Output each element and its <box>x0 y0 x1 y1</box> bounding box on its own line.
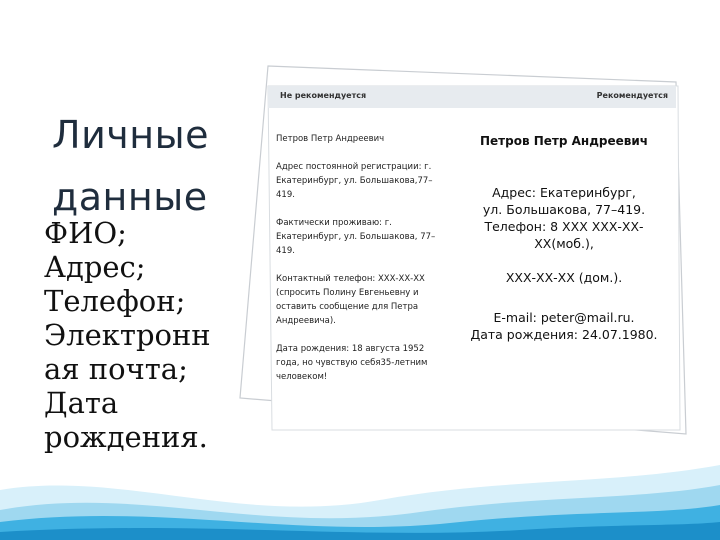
list-item: ая почта; <box>44 352 188 386</box>
bad-actual-address: Фактически проживаю: г. Екатеринбург, ул. Большакова, 77–419. <box>276 218 436 256</box>
resume-comparison-card <box>228 62 698 442</box>
address-line-1: Адрес: Екатеринбург, <box>492 185 636 200</box>
address-line-2: ул. Большакова, 77–419. <box>482 202 646 217</box>
phone-line-1: Телефон: 8 ХХХ ХХХ-ХХ- <box>484 219 644 234</box>
bad-registration-address: Адрес постоянной регистрации: г. Екатеринбург, ул. Большакова,77–419. <box>276 162 433 200</box>
list-item: Дата <box>44 386 119 420</box>
bad-birth-date: Дата рождения: 18 августа 1952 года, но чувствую себя35-летним человеком! <box>276 344 428 382</box>
personal-data-list <box>44 216 234 454</box>
good-name: Петров Петр Андреевич <box>479 134 649 148</box>
email-line: E-mail: peter@mail.ru. <box>493 310 635 325</box>
title-line-2: данные <box>52 175 208 219</box>
title-line-1: Личные <box>52 113 209 157</box>
list-item: Электронн <box>44 318 211 352</box>
bad-phone: Контактный телефон: ХХХ-ХХ-ХХ (спросить Полину Евгеньевну и оставить сообщение для Петра Андреевича). <box>276 274 425 326</box>
list-item: Телефон; <box>44 284 186 318</box>
header-not-recommended: Не рекомендуется <box>280 91 367 100</box>
recommended-column <box>454 132 674 343</box>
phone-line-2: ХХ(моб.), <box>534 236 594 251</box>
card-header <box>268 86 676 108</box>
bad-name: Петров Петр Андреевич <box>276 134 385 144</box>
list-item: рождения. <box>44 420 208 454</box>
good-address <box>454 184 674 252</box>
list-item: Адрес; <box>44 250 146 284</box>
list-item: ФИО; <box>44 216 127 250</box>
birth-line: Дата рождения: 24.07.1980. <box>470 327 658 342</box>
section-title <box>52 104 232 228</box>
phone-line-3: ХХХ-ХХ-ХХ (дом.). <box>505 270 623 285</box>
good-contacts <box>454 309 674 343</box>
header-recommended: Рекомендуется <box>596 91 668 100</box>
not-recommended-column <box>276 132 446 398</box>
